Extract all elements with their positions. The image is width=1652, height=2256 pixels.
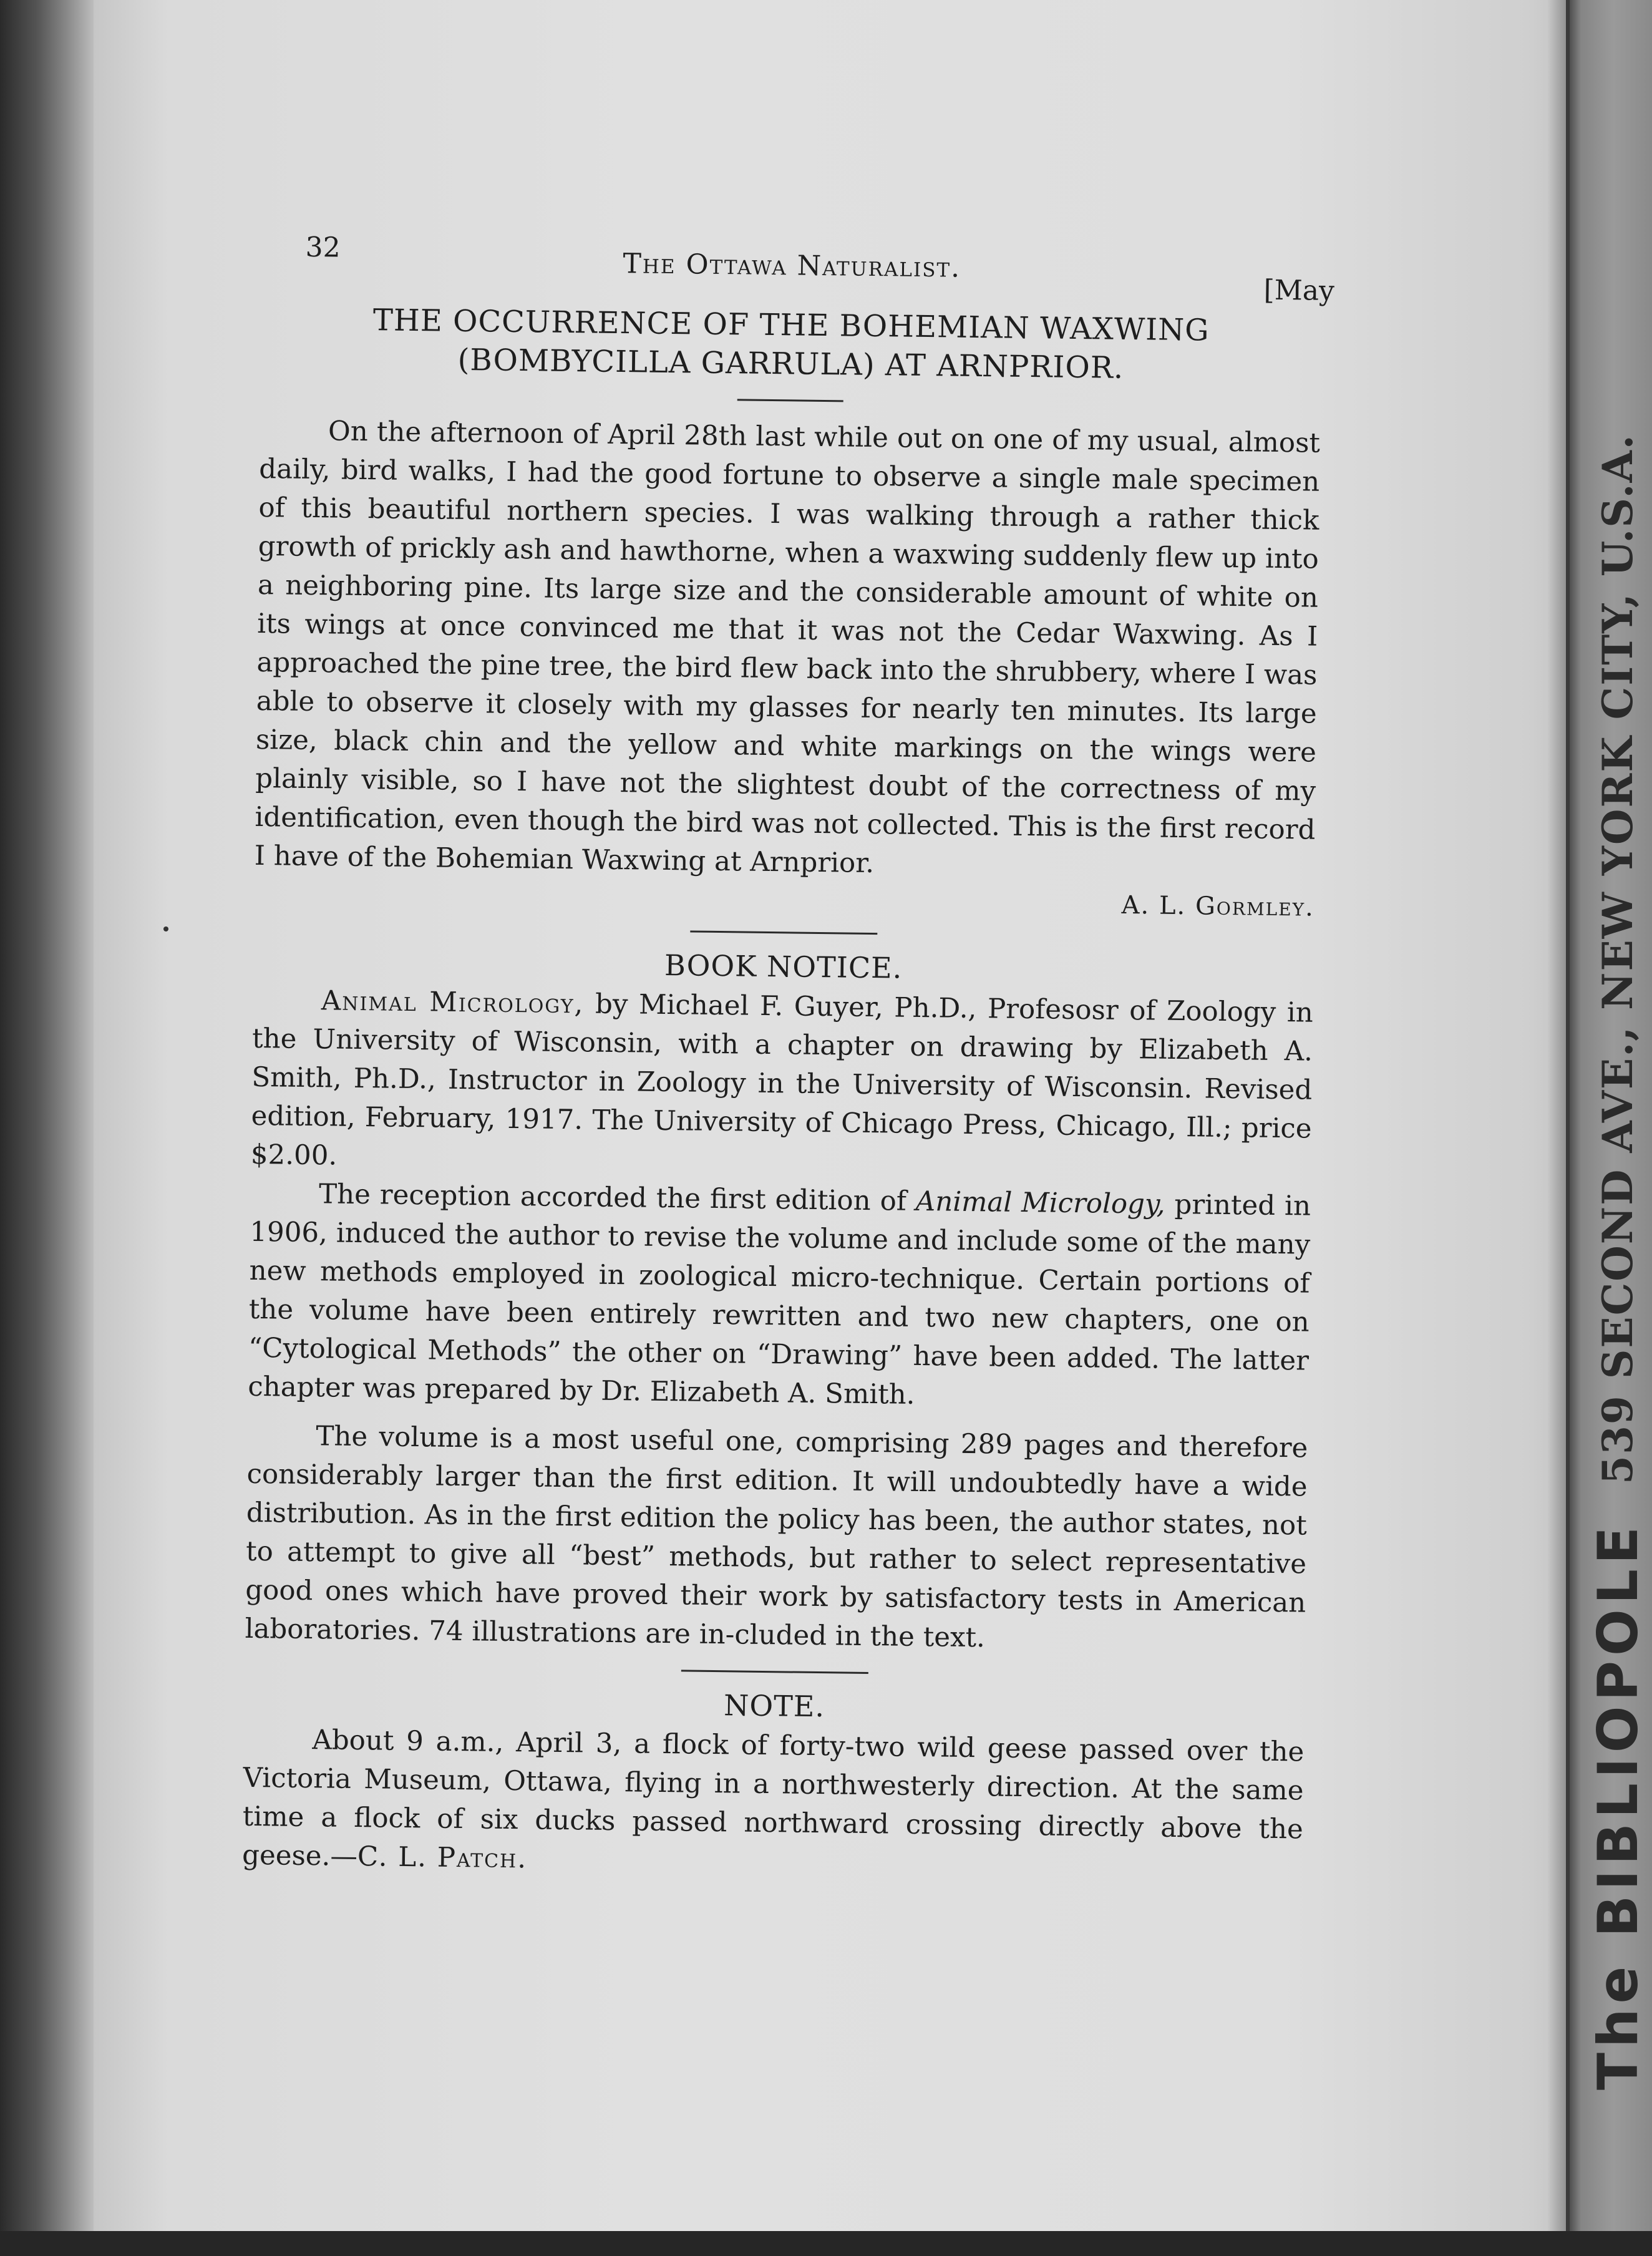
- book-left-edge: [0, 0, 94, 2256]
- note-text: About 9 a.m., April 3, a flock of forty-two wild geese passed over the Victoria Museum, Ottawa, flying in a northwesterly direction. At the same time a flock of six ducks passed northward crossing directly above the geese.—: [241, 1724, 1305, 1873]
- page-content: [241, 231, 1335, 1888]
- book-notice-heading: BOOK NOTICE.: [664, 948, 903, 985]
- article-title: [260, 299, 1321, 390]
- book-review-paragraph: [248, 1174, 1311, 1419]
- ink-speck: [163, 926, 168, 931]
- divider: [681, 1670, 868, 1674]
- page-gutter-shadow: [1547, 0, 1566, 2256]
- book-review-paragraph: The volume is a most useful one, comprising 289 pages and therefore considerably larger than the first edition. It will undoubtedly have a wide distribution. As in the first edition the policy has been, the author states, not to attempt to give all “best” methods, but rather to select representative good ones which have proved their work by satisfactory tests in American laboratories. 74 illustrations are in-cluded in the text.: [245, 1421, 1308, 1654]
- book-citation-details: by Michael F. Guyer, Ph.D., Profesosr of Zoology in the University of Wisconsin, with a chapter on drawing by Elizabeth A. Smith, Ph.D., Instructor in Zoology in the University of Wisconsin. Revised edition, February, 1917. The University of Chicago Press, Chicago, Ill.; price $2.00.: [250, 988, 1314, 1172]
- divider: [690, 930, 877, 935]
- review-text-before: The reception accorded the first edition of: [318, 1179, 907, 1217]
- review-text-after: printed in 1906, induced the author to revise the volume and include some of the many new methods employed in zoological micro-technique. Certain portions of the volume have been entirely rewritten and two new chapters, one on “Cytological Methods” the other on “Drawing” have been added. The latter chapter was prepared by Dr. Elizabeth A. Smith.: [248, 1189, 1311, 1411]
- divider: [737, 399, 843, 402]
- book-citation: [251, 981, 1314, 1187]
- article-author: A. L. Gormley.: [1121, 890, 1315, 922]
- note-heading: NOTE.: [723, 1688, 825, 1724]
- page-number: 32: [305, 231, 341, 264]
- book-title-italic: Animal Micrology,: [915, 1185, 1165, 1220]
- bookplate-text: [1585, 0, 1650, 2090]
- bookplate-brand: The BIBLIOPOLE: [1585, 1521, 1650, 2090]
- journal-title: The Ottawa Naturalist.: [623, 248, 961, 284]
- page-bottom-edge: [0, 2231, 1652, 2256]
- article-body: On the afternoon of April 28th last while out on one of my usual, almost daily, bird walks, I had the good fortune to observe a single male specimen of this beautiful northern species. I was walking through a rather thick growth of prickly ash and hawthorne, when a waxwing suddenly flew up into a neighboring pine. Its large size and the considerable amount of white on its wings at once convinced me that it was not the Cedar Waxwing. As I approached the pine tree, the bird flew back into the shrubbery, where I was able to observe it closely with my glasses for nearly ten minutes. Its large size, black chin and the yellow and white markings on the wings were plainly visible, so I have not the slightest doubt of the correctness of my identification, even though the bird was not collected. This is the first record I have of the Bohemian Waxwing at Arnprior.: [254, 416, 1321, 880]
- article-title-line-2: (BOMBYCILLA GARRULA) AT ARNPRIOR.: [457, 342, 1124, 386]
- book-title: Animal Micrology,: [321, 985, 585, 1020]
- note-body: [242, 1720, 1305, 1888]
- bookplate-address: 539 SECOND AVE., NEW YORK CITY, U.S.A.: [1593, 434, 1642, 1484]
- article-title-line-1: THE OCCURRENCE OF THE BOHEMIAN WAXWING: [372, 303, 1210, 348]
- note-author: C. L. Patch.: [357, 1841, 528, 1875]
- issue-month: [May: [1263, 274, 1335, 308]
